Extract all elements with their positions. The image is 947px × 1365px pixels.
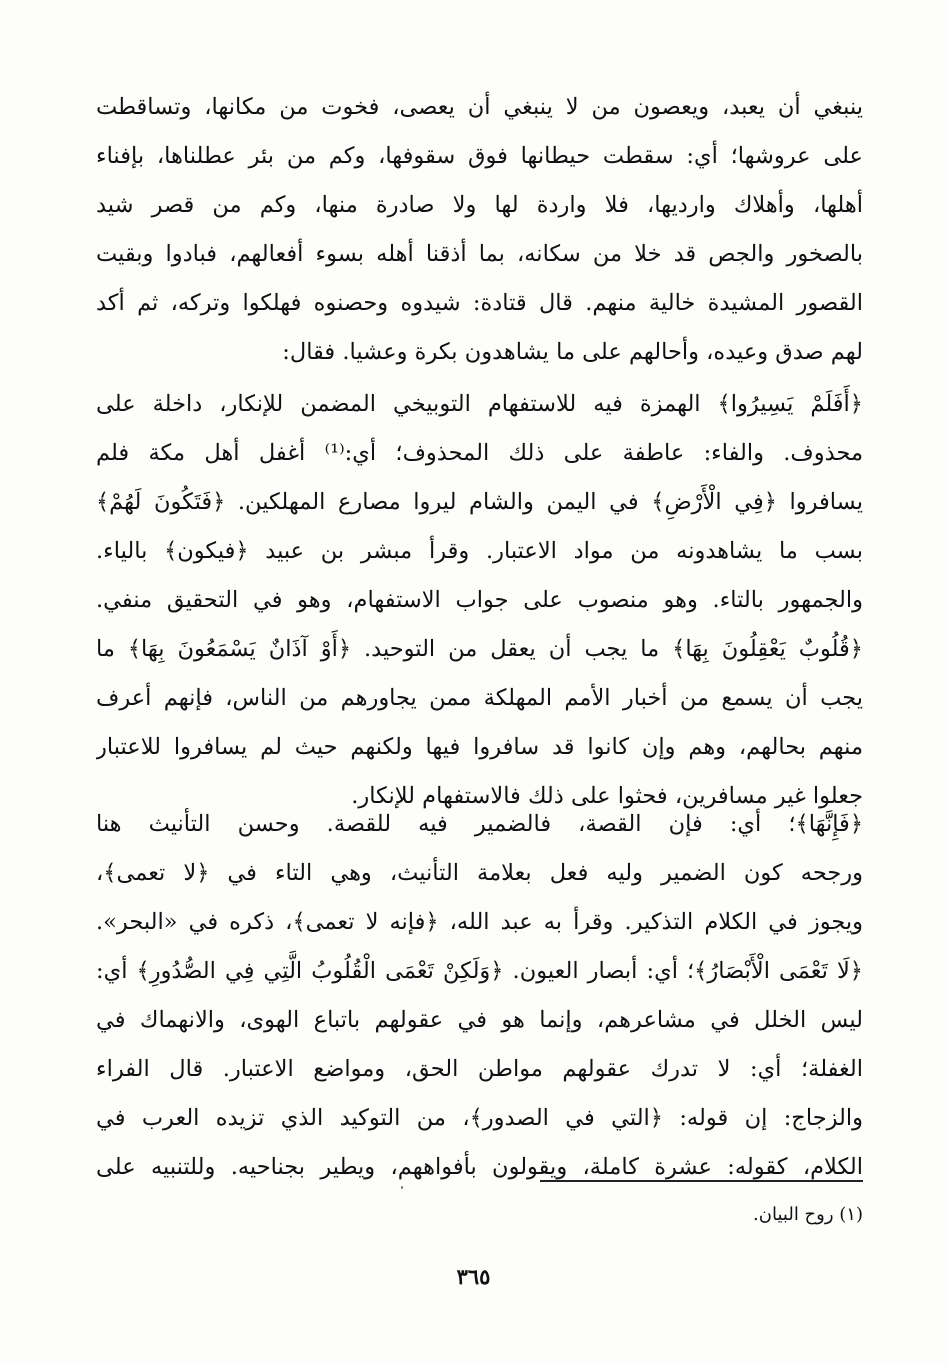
text-line: يسافروا ﴿فِي الْأَرْضِ﴾ في اليمن والشام ليروا مصارع المهلكين. ﴿فَتَكُونَ لَهُمْ﴾ [96,489,863,515]
text-line: القصور المشيدة خالية منهم. قال قتادة: شيدوه وحصنوه فهلكوا وتركه، ثم أكد [96,290,863,316]
text-line: والزجاج: إن قوله: ﴿التي في الصدور﴾، من التوكيد الذي تزيده العرب في [96,1105,863,1131]
text-line: يجب أن يسمع من أخبار الأمم المهلكة ممن يجاورهم من الناس، فإنهم أعرف [96,685,863,711]
text-line: ﴿فَإِنَّهَا﴾؛ أي: فإن القصة، فالضمير فيه للقصة. وحسن التأنيث هنا [96,811,863,837]
text-line: بالصخور والجص قد خلا من سكانه، بما أذقنا أهله بسوء أفعالهم، فبادوا وبقيت [96,241,863,267]
scan-speck [401,1186,403,1189]
text-line: بسب ما يشاهدونه من مواد الاعتبار. وقرأ مبشر بن عبيد ﴿فيكون﴾ بالياء. [96,538,863,564]
page-number: ٣٦٥ [456,1264,491,1289]
text-line: ﴿لَا تَعْمَى الْأَبْصَارُ﴾؛ أي: أبصار العيون. ﴿وَلَكِنْ تَعْمَى الْقُلُوبُ الَّتِي فِي الصُّدُورِ﴾ أي: [96,958,863,984]
text-line: محذوف. والفاء: عاطفة على ذلك المحذوف؛ أي:⁽¹⁾ أغفل أهل مكة فلم [96,440,863,466]
text-line: ورجحه كون الضمير وليه فعل بعلامة التأنيث، وهي التاء في ﴿لا تعمى﴾، [96,860,863,886]
text-line: ليس الخلل في مشاعرهم، وإنما هو في عقولهم باتباع الهوى، والانهماك في [96,1007,863,1033]
text-line: ويجوز في الكلام التذكير. وقرأ به عبد الله، ﴿فإنه لا تعمى﴾، ذكره في «البحر». [96,909,863,935]
paragraph-3 [96,800,863,1192]
paragraph-1 [96,83,863,377]
text-line: ﴿أَفَلَمْ يَسِيرُوا﴾ الهمزة فيه للاستفهام التوبيخي المضمن للإنكار، داخلة على [96,391,863,417]
text-line: الغفلة؛ أي: لا تدرك عقولهم مواطن الحق، ومواضع الاعتبار. قال الفراء [96,1056,863,1082]
text-line: منهم بحالهم، وهم وإن كانوا قد سافروا فيها ولكنهم حيث لم يسافروا للاعتبار [96,734,863,760]
text-line: أهلها، وأهلاك واردیها، فلا واردة لها ولا صادرة منها، وكم من قصر شيد [96,192,863,218]
footnote: (١) روح البيان. [753,1204,863,1225]
text-line: الكلام، كقوله: عشرة كاملة، ويقولون بأفواههم، ويطير بجناحيه. وللتنبيه على [96,1154,863,1180]
text-line: على عروشها؛ أي: سقطت حيطانها فوق سقوفها، وكم من بئر عطلناها، بإفناء [96,143,863,169]
text-line: ينبغي أن يعبد، ويعصون من لا ينبغي أن يعصى، فخوت من مكانها، وتساقطت [96,94,863,120]
text-line: ﴿قُلُوبٌ يَعْقِلُونَ بِهَا﴾ ما يجب أن يعقل من التوحيد. ﴿أَوْ آذَانٌ يَسْمَعُونَ بِهَا﴾ ما [96,636,863,662]
text-line: جعلوا غير مسافرين، فحثوا على ذلك فالاستفهام للإنكار. [351,783,863,809]
paragraph-2 [96,380,863,821]
text-line: والجمهور بالتاء. وهو منصوب على جواب الاستفهام، وهو في التحقيق منفي. [96,587,863,613]
text-line: لهم صدق وعيده، وأحالهم على ما يشاهدون بكرة وعشيا. فقال: [282,339,863,365]
footnote-divider [540,1180,863,1182]
